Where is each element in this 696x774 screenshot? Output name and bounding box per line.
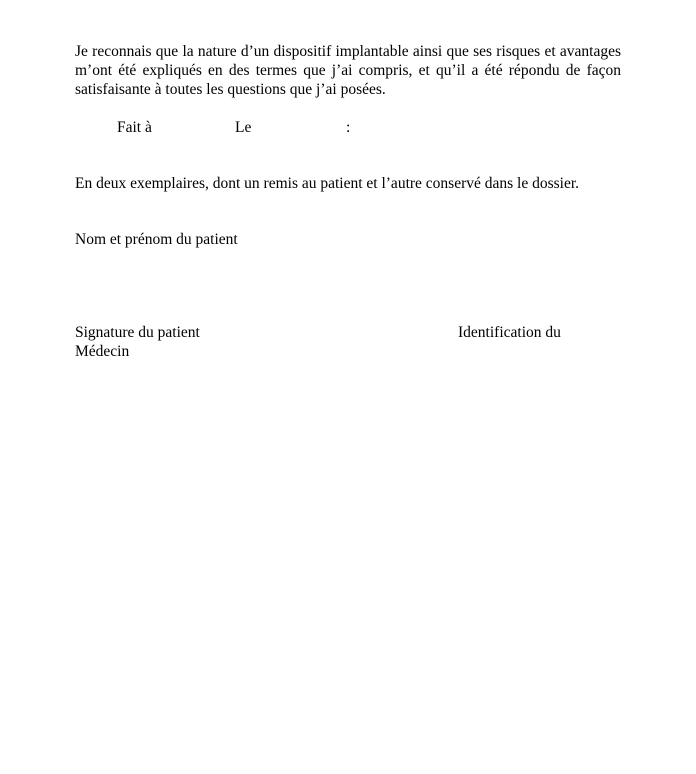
patient-signature-label: Signature du patient: [75, 324, 200, 341]
patient-name-label: Nom et prénom du patient: [75, 231, 238, 248]
place-label: Fait à: [117, 119, 152, 136]
consent-paragraph: Je reconnais que la nature d’un dispositif implantable ainsi que ses risques et avantages m’ont été expliqués en des termes que j’ai compris, et qu’il a été répondu de façon satisfaisante à toutes les questions que j’ai posées.: [75, 43, 621, 98]
copies-statement: En deux exemplaires, dont un remis au patient et l’autre conservé dans le dossier.: [75, 175, 580, 192]
date-label: Le: [235, 119, 252, 136]
doctor-id-label: Identification du: [458, 324, 561, 341]
doctor-id-label-continued: Médecin: [75, 343, 130, 360]
date-colon: :: [346, 119, 351, 136]
